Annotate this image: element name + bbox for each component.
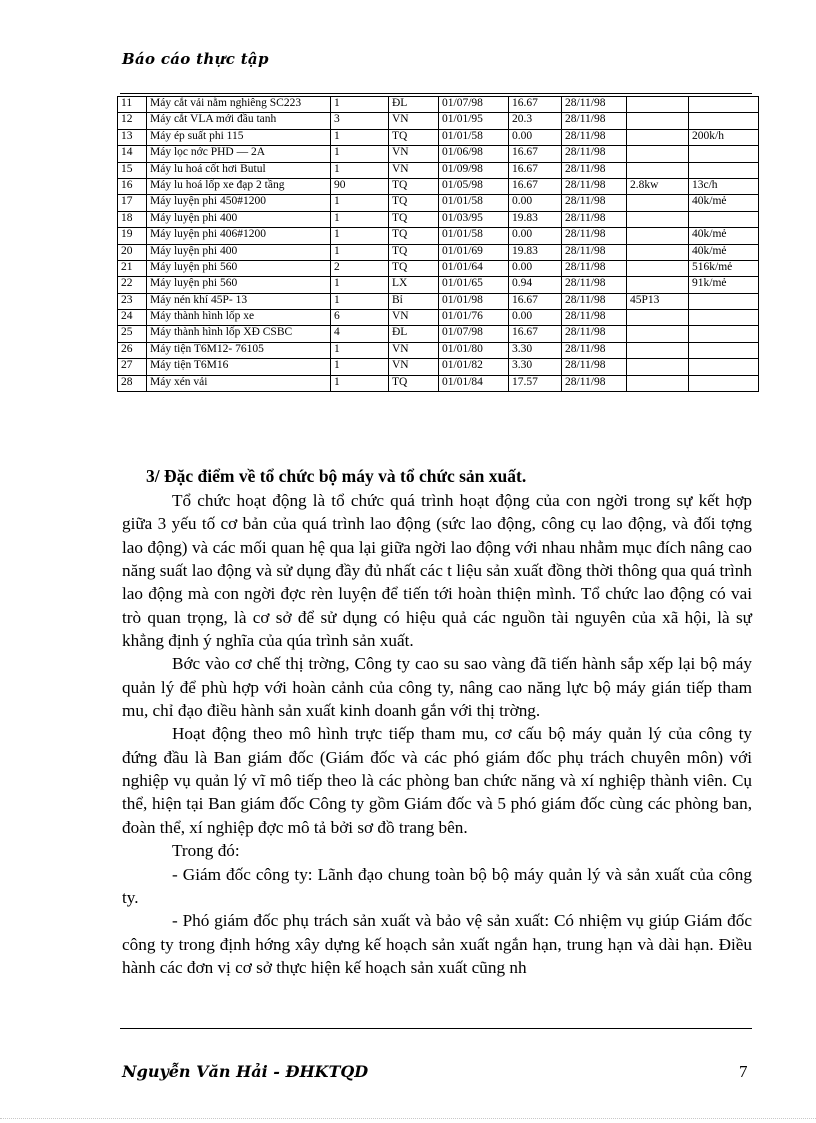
table-cell: 0.94 xyxy=(509,277,562,293)
table-cell: 3.30 xyxy=(509,342,562,358)
table-cell: TQ xyxy=(389,244,439,260)
table-cell: 01/07/98 xyxy=(439,326,509,342)
table-cell: 16.67 xyxy=(509,97,562,113)
table-cell: Máy luyện phi 406#1200 xyxy=(147,228,331,244)
table-cell: VN xyxy=(389,113,439,129)
table-cell: 4 xyxy=(331,326,389,342)
table-cell: 1 xyxy=(331,375,389,391)
table-cell: TQ xyxy=(389,195,439,211)
table-cell: TQ xyxy=(389,178,439,194)
table-cell: 01/01/82 xyxy=(439,359,509,375)
table-cell: 28/11/98 xyxy=(562,129,627,145)
paragraph: - Giám đốc công ty: Lãnh đạo chung toàn bộ bộ máy quản lý và sản xuất của công ty. xyxy=(122,864,752,907)
table-row xyxy=(118,326,759,342)
table-cell: 27 xyxy=(118,359,147,375)
paragraph: Tổ chức hoạt động là tổ chức quá trình hoạt động của con ngời trong sự kết hợp giữa 3 yếu tố cơ bản của quá trình lao động (sức lao động, công cụ lao động, và đối tợng lao động) và các mối quan hệ qua lại giữa ngời lao động với nhau nhằm mục đích nâng cao năng suất lao động và sử dụng đầy đủ nhất các t liệu sản xuất đồng thời thông qua quá trình lao động mà con ngời đợc rèn luyện để tiến tới hoàn thiện mình. Tổ chức lao động có vai trò quan trọng, là cơ sở để sử dụng có hiệu quả các nguồn tài nguyên của xã hội, là sự khẳng định ý nghĩa của qúa trình sản xuất. xyxy=(122,491,752,651)
table-cell: 28/11/98 xyxy=(562,113,627,129)
table-cell: 14 xyxy=(118,146,147,162)
table-cell: 01/03/95 xyxy=(439,211,509,227)
table-cell: 17.57 xyxy=(509,375,562,391)
table-cell: 28/11/98 xyxy=(562,359,627,375)
table-row xyxy=(118,244,759,260)
table-cell: 28/11/98 xyxy=(562,244,627,260)
table-cell xyxy=(627,359,689,375)
table-cell: 3.30 xyxy=(509,359,562,375)
table-cell: 1 xyxy=(331,228,389,244)
paragraph: - Phó giám đốc phụ trách sản xuất và bảo vệ sản xuất: Có nhiệm vụ giúp Giám đốc công ty trong định hớng xây dựng kế hoạch sản xuất ngắn hạn, trung hạn và dài hạn. Điều hành các đơn vị cơ sở thực hiện kế hoạch sản xuất cũng nh xyxy=(122,911,752,977)
table-cell: 17 xyxy=(118,195,147,211)
table-cell: 16.67 xyxy=(509,326,562,342)
table-cell: 0.00 xyxy=(509,195,562,211)
table-cell: 01/01/65 xyxy=(439,277,509,293)
table-cell xyxy=(627,244,689,260)
table-cell: VN xyxy=(389,146,439,162)
table-cell: 18 xyxy=(118,211,147,227)
table-cell xyxy=(689,211,759,227)
table-cell: 1 xyxy=(331,293,389,309)
table-cell: TQ xyxy=(389,211,439,227)
table-cell: 28/11/98 xyxy=(562,326,627,342)
table-cell: 23 xyxy=(118,293,147,309)
table-cell: Máy luyện phi 560 xyxy=(147,260,331,276)
table-cell: 01/07/98 xyxy=(439,97,509,113)
table-cell: TQ xyxy=(389,129,439,145)
table-cell: 01/01/95 xyxy=(439,113,509,129)
table-cell xyxy=(689,359,759,375)
table-cell: Máy lu hoá lốp xe đạp 2 tầng xyxy=(147,178,331,194)
table-cell: TQ xyxy=(389,228,439,244)
table-cell: 01/01/58 xyxy=(439,228,509,244)
table-cell xyxy=(627,326,689,342)
table-cell: 28/11/98 xyxy=(562,375,627,391)
table-cell: LX xyxy=(389,277,439,293)
table-cell: 45P13 xyxy=(627,293,689,309)
table-cell: 01/06/98 xyxy=(439,146,509,162)
table-cell: Máy lu hoá cốt hơi Butul xyxy=(147,162,331,178)
table-cell: 6 xyxy=(331,310,389,326)
table-cell: 90 xyxy=(331,178,389,194)
table-cell: 16.67 xyxy=(509,146,562,162)
table-cell xyxy=(689,146,759,162)
table-cell xyxy=(689,342,759,358)
table-cell: 13c/h xyxy=(689,178,759,194)
table-cell: 28/11/98 xyxy=(562,260,627,276)
table-cell: 01/01/64 xyxy=(439,260,509,276)
table-cell: 200k/h xyxy=(689,129,759,145)
table-cell: 0.00 xyxy=(509,228,562,244)
table-cell xyxy=(689,375,759,391)
table-cell: 26 xyxy=(118,342,147,358)
table-cell: 91k/mẻ xyxy=(689,277,759,293)
table-cell: 01/01/76 xyxy=(439,310,509,326)
table-row xyxy=(118,97,759,113)
table-cell: 22 xyxy=(118,277,147,293)
table-cell: 40k/mẻ xyxy=(689,244,759,260)
table-row xyxy=(118,342,759,358)
paragraph: Trong đó: xyxy=(172,841,240,861)
table-cell: 28/11/98 xyxy=(562,97,627,113)
table-cell: 01/01/80 xyxy=(439,342,509,358)
table-cell: Máy cắt VLA mới đầu tanh xyxy=(147,113,331,129)
table-cell: VN xyxy=(389,162,439,178)
table-cell: 01/01/98 xyxy=(439,293,509,309)
table-cell: Bỉ xyxy=(389,293,439,309)
table-cell: 1 xyxy=(331,195,389,211)
table-cell: 0.00 xyxy=(509,310,562,326)
paragraph: Hoạt động theo mô hình trực tiếp tham mu, cơ cấu bộ máy quản lý của công ty đứng đầu là Ban giám đốc (Giám đốc và các phó giám đốc phụ trách chuyên môn) với nghiệp vụ quản lý vĩ mô tiếp theo là các phòng ban chức năng và xí nghiệp thành viên. Cụ thể, hiện tại Ban giám đốc Công ty gồm Giám đốc và 5 phó giám đốc cùng các phòng ban, đoàn thể, xí nghiệp đợc mô tả bởi sơ đồ trang bên. xyxy=(122,724,752,837)
table-cell xyxy=(627,195,689,211)
table-cell xyxy=(689,310,759,326)
table-cell: Máy luyện phi 400 xyxy=(147,244,331,260)
table-cell: Máy xén vải xyxy=(147,375,331,391)
table-cell: 01/01/69 xyxy=(439,244,509,260)
table-cell: 16.67 xyxy=(509,162,562,178)
table-row xyxy=(118,375,759,391)
table-cell: 2 xyxy=(331,260,389,276)
table-cell: Máy ép suất phi 115 xyxy=(147,129,331,145)
table-cell: 1 xyxy=(331,97,389,113)
table-cell xyxy=(627,129,689,145)
table-cell: Máy thành hình lốp XĐ CSBC xyxy=(147,326,331,342)
table-cell: 516k/mẻ xyxy=(689,260,759,276)
table-row xyxy=(118,129,759,145)
table-cell: 28/11/98 xyxy=(562,342,627,358)
table-row xyxy=(118,277,759,293)
table-cell: 28 xyxy=(118,375,147,391)
table-cell: 28/11/98 xyxy=(562,293,627,309)
table-cell: 20.3 xyxy=(509,113,562,129)
table-cell: ĐL xyxy=(389,326,439,342)
table-cell: Máy nén khí 45P- 13 xyxy=(147,293,331,309)
table-cell: 20 xyxy=(118,244,147,260)
table-row xyxy=(118,310,759,326)
table-cell: 12 xyxy=(118,113,147,129)
table-cell: 1 xyxy=(331,277,389,293)
table-cell: 16.67 xyxy=(509,293,562,309)
equipment-table-body xyxy=(118,97,759,392)
table-cell xyxy=(627,260,689,276)
table-row xyxy=(118,195,759,211)
table-cell: 01/01/58 xyxy=(439,195,509,211)
table-cell: 1 xyxy=(331,211,389,227)
table-cell: Máy tiện T6M12- 76105 xyxy=(147,342,331,358)
table-cell: 19.83 xyxy=(509,244,562,260)
table-cell: 1 xyxy=(331,359,389,375)
table-cell: 24 xyxy=(118,310,147,326)
table-row xyxy=(118,113,759,129)
table-cell: 11 xyxy=(118,97,147,113)
table-cell: 1 xyxy=(331,146,389,162)
table-cell: TQ xyxy=(389,260,439,276)
table-cell xyxy=(627,310,689,326)
table-cell xyxy=(689,97,759,113)
table-cell: VN xyxy=(389,310,439,326)
table-cell: Máy luyện phi 400 xyxy=(147,211,331,227)
table-cell xyxy=(627,211,689,227)
table-cell: 25 xyxy=(118,326,147,342)
table-cell xyxy=(627,113,689,129)
table-cell: 16 xyxy=(118,178,147,194)
footer-divider xyxy=(120,1028,752,1029)
table-cell xyxy=(627,162,689,178)
table-cell: 40k/mẻ xyxy=(689,228,759,244)
table-cell xyxy=(627,146,689,162)
table-cell: Máy luyện phi 560 xyxy=(147,277,331,293)
table-cell: VN xyxy=(389,342,439,358)
table-cell: Máy cắt vải nằm nghiêng SC223 xyxy=(147,97,331,113)
table-cell: 1 xyxy=(331,162,389,178)
table-cell: 3 xyxy=(331,113,389,129)
table-cell xyxy=(689,162,759,178)
table-cell: 28/11/98 xyxy=(562,277,627,293)
paragraph: Bớc vào cơ chế thị trờng, Công ty cao su sao vàng đã tiến hành sắp xếp lại bộ máy quản lý để phù hợp với hoàn cảnh của công ty, nâng cao năng lực bộ máy gián tiếp tham mu, chỉ đạo điều hành sản xuất kinh doanh gắn với thị trờng. xyxy=(122,654,752,721)
table-cell: VN xyxy=(389,359,439,375)
table-cell: Máy luyện phi 450#1200 xyxy=(147,195,331,211)
table-cell xyxy=(627,97,689,113)
table-row xyxy=(118,178,759,194)
running-header: Báo cáo thực tập xyxy=(122,50,269,68)
table-cell: 28/11/98 xyxy=(562,146,627,162)
table-cell: 21 xyxy=(118,260,147,276)
table-cell: 2.8kw xyxy=(627,178,689,194)
table-cell: 28/11/98 xyxy=(562,178,627,194)
table-cell: 01/01/84 xyxy=(439,375,509,391)
table-cell: 15 xyxy=(118,162,147,178)
table-cell xyxy=(689,293,759,309)
table-cell xyxy=(627,228,689,244)
table-cell: 01/09/98 xyxy=(439,162,509,178)
header-divider xyxy=(120,93,752,94)
table-cell: 28/11/98 xyxy=(562,228,627,244)
section-body xyxy=(122,489,752,979)
table-row xyxy=(118,260,759,276)
table-row xyxy=(118,211,759,227)
table-cell: 0.00 xyxy=(509,129,562,145)
table-row xyxy=(118,228,759,244)
table-cell: 0.00 xyxy=(509,260,562,276)
table-cell xyxy=(627,277,689,293)
table-row xyxy=(118,146,759,162)
table-cell: 13 xyxy=(118,129,147,145)
table-cell xyxy=(689,326,759,342)
table-cell: Máy thành hình lốp xe xyxy=(147,310,331,326)
table-cell: 19 xyxy=(118,228,147,244)
table-cell: 19.83 xyxy=(509,211,562,227)
table-cell: TQ xyxy=(389,375,439,391)
table-cell: Máy lọc nớc PHD — 2A xyxy=(147,146,331,162)
table-cell: 28/11/98 xyxy=(562,310,627,326)
page-number: 7 xyxy=(739,1062,748,1081)
table-cell: 01/05/98 xyxy=(439,178,509,194)
table-row xyxy=(118,162,759,178)
equipment-table xyxy=(117,96,759,392)
table-row xyxy=(118,359,759,375)
section-title: 3/ Đặc điểm về tổ chức bộ máy và tổ chức sản xuất. xyxy=(146,466,527,486)
table-row xyxy=(118,293,759,309)
table-cell: 16.67 xyxy=(509,178,562,194)
table-cell: 1 xyxy=(331,342,389,358)
table-cell: ĐL xyxy=(389,97,439,113)
table-cell: 01/01/58 xyxy=(439,129,509,145)
table-cell: Máy tiện T6M16 xyxy=(147,359,331,375)
table-cell: 1 xyxy=(331,244,389,260)
table-cell: 40k/mẻ xyxy=(689,195,759,211)
table-cell: 1 xyxy=(331,129,389,145)
table-cell: 28/11/98 xyxy=(562,211,627,227)
table-cell xyxy=(627,375,689,391)
table-cell: 28/11/98 xyxy=(562,162,627,178)
table-cell xyxy=(689,113,759,129)
page-edge xyxy=(0,1118,816,1119)
footer-author: Nguyễn Văn Hải - ĐHKTQD xyxy=(122,1062,369,1081)
table-cell xyxy=(627,342,689,358)
table-cell: 28/11/98 xyxy=(562,195,627,211)
